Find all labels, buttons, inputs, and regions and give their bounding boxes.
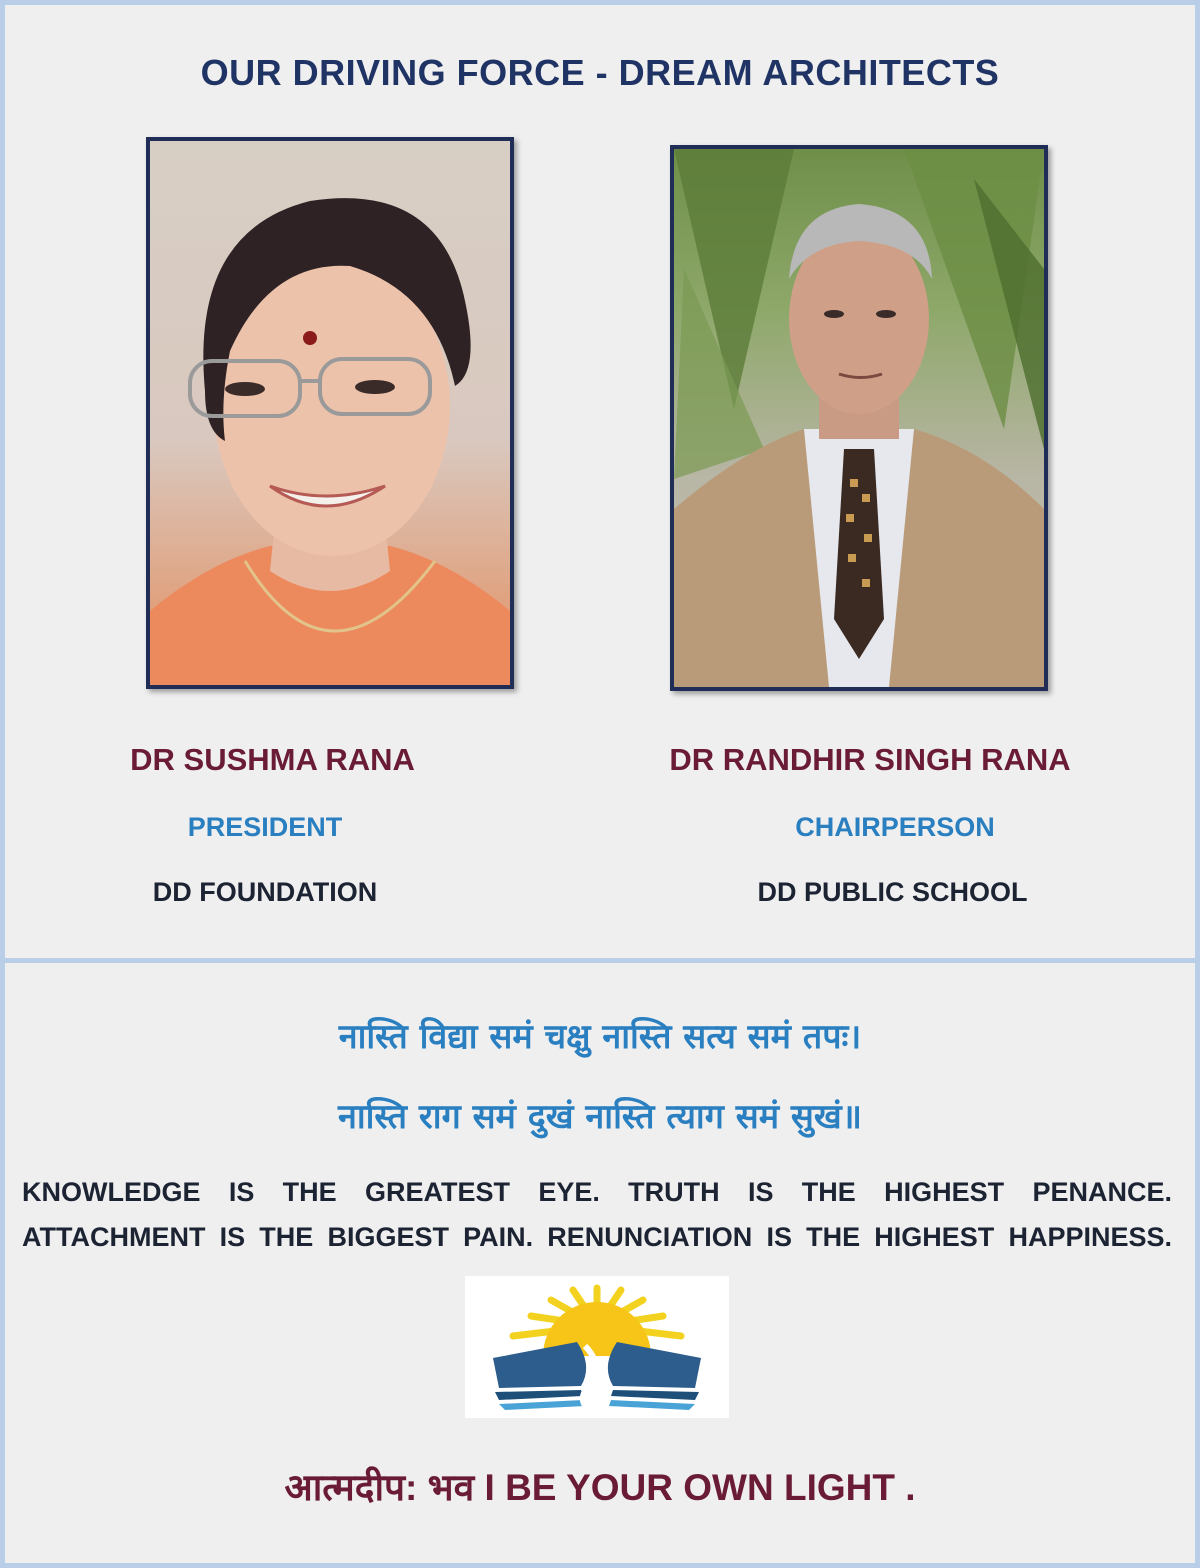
verse-translation [22,1170,1172,1260]
portrait-woman-illustration [150,141,510,685]
person-org-left: DD FOUNDATION [152,877,378,907]
person-role-left: PRESIDENT [187,812,343,842]
portrait-man-illustration [674,149,1044,687]
person-name-left: DR SUSHMA RANA [130,742,415,777]
sun-over-open-book-logo-icon [465,1276,729,1418]
sanskrit-verse-line-2: नास्ति राग समं दुखं नास्ति त्याग समं सुखं॥ [337,1097,863,1137]
translation-line-2: ATTACHMENT IS THE BIGGEST PAIN. RENUNCIATION IS THE HIGHEST HAPPINESS. [22,1222,1172,1252]
portrait-photo-randhir-singh-rana [670,145,1048,691]
person-role-right: CHAIRPERSON [795,812,995,842]
person-org-right: DD PUBLIC SCHOOL [757,877,1028,907]
page-title: OUR DRIVING FORCE - DREAM ARCHITECTS [200,52,1000,93]
motto: आत्मदीप: भव I BE YOUR OWN LIGHT . [284,1467,916,1508]
person-name-right: DR RANDHIR SINGH RANA [669,742,1071,777]
translation-line-1: KNOWLEDGE IS THE GREATEST EYE. TRUTH IS THE HIGHEST PENANCE. [22,1177,1172,1207]
sanskrit-verse-line-1: नास्ति विद्या समं चक्षु नास्ति सत्य समं तपः। [338,1017,862,1057]
portrait-photo-sushma-rana [146,137,514,689]
